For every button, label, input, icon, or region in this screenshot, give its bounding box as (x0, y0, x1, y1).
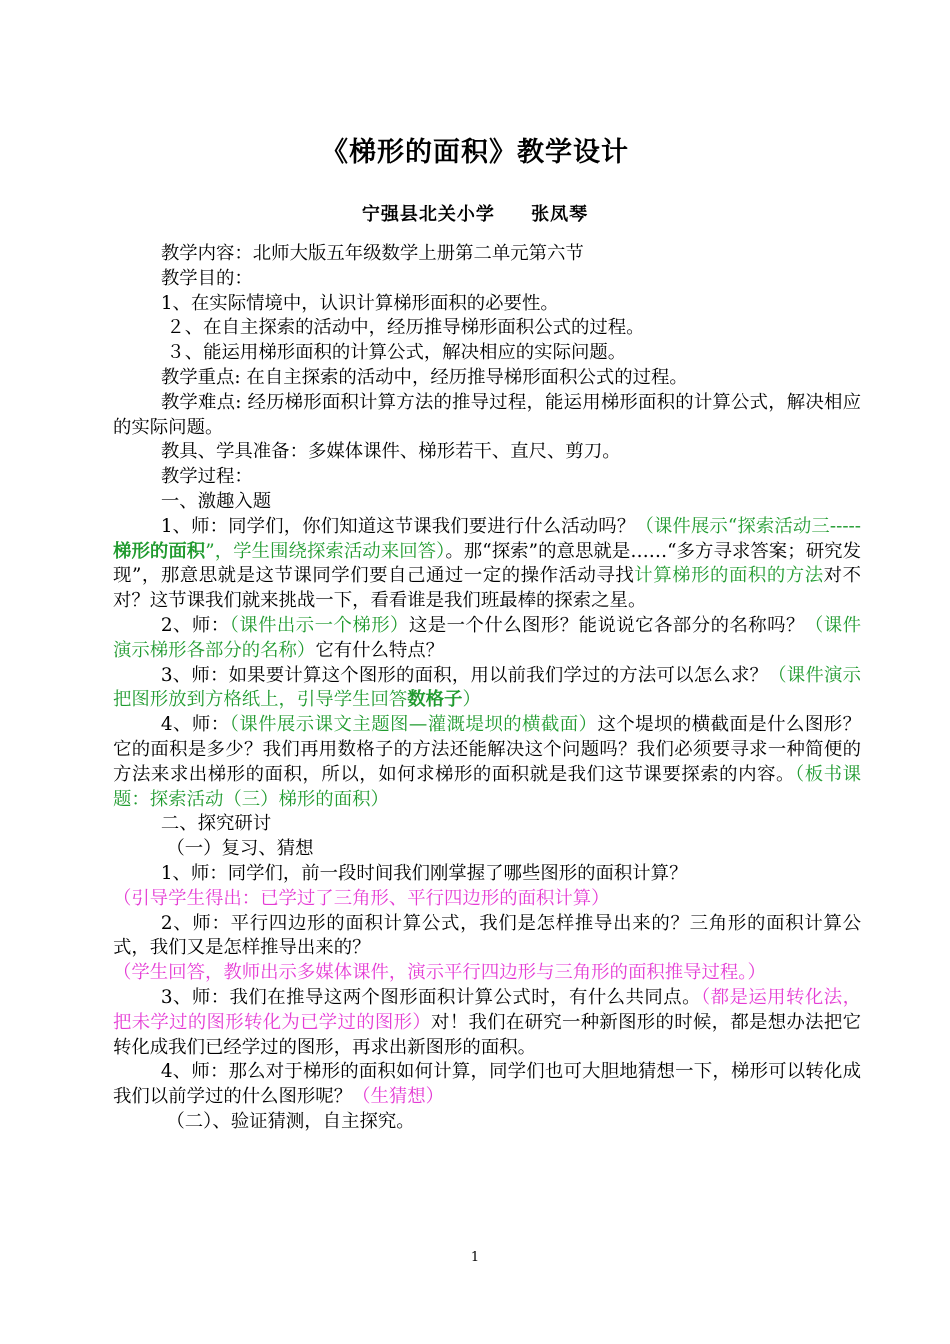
review-step-2 (113, 912, 861, 986)
review-step-1 (113, 862, 861, 912)
goals-heading: 教学目的： (160, 267, 253, 289)
courseware-note: ”，学生围绕探索活动来回答） (205, 540, 446, 562)
paragraph-text: 这是一个什么图形？能说说它各部分的名称吗？ (408, 614, 805, 636)
courseware-note: （课件演示梯形各部分的名称） (113, 614, 861, 661)
paragraph-text: 4、师： (160, 714, 230, 736)
student-answer-note: （都是运用转化法，把未学过的图形转化为已学过的图形） (113, 986, 861, 1033)
courseware-note: ） (462, 689, 481, 711)
paragraph-step-3 (113, 664, 861, 714)
paragraph-text: 1、师：同学们，前一段时间我们刚掌握了哪些图形的面积计算？ (160, 862, 688, 884)
subsection-heading: （二）、验证猜测，自主探究。 (166, 1110, 415, 1132)
courseware-note: （课件展示“探索活动三----- (635, 515, 861, 537)
process-heading: 教学过程： (160, 466, 253, 488)
subsection-heading: （一）复习、猜想 (166, 838, 314, 860)
goal-item: 1、在实际情境中，认识计算梯形面积的必要性。 (160, 292, 559, 314)
author-line: 宁强县北关小学 张凤琴 (361, 204, 589, 225)
paragraph-text: 4、师：那么对于梯形的面积如何计算，同学们也可大胆地猜想一下，梯形可以转化成我们以前学过的什么图形呢？ (113, 1061, 861, 1108)
teaching-content: 教学内容：北师大版五年级数学上册第二单元第六节 (160, 243, 584, 264)
document-title: 《梯形的面积》教学设计 (321, 137, 629, 168)
answer-highlight: 数格子 (407, 689, 463, 711)
goal-item: ２、在自主探索的活动中，经历推导梯形面积公式的过程。 (166, 317, 645, 339)
paragraph-text: 1、师：同学们，你们知道这节课我们要进行什么活动吗？ (160, 515, 636, 537)
student-answer-note: （引导学生得出：已学过了三角形、平行四边形的面积计算） (113, 887, 610, 909)
paragraph-text: 2、师：平行四边形的面积计算公式，我们是怎样推导出来的？三角形的面积计算公式，我们又是怎样推导出来的？ (113, 912, 861, 959)
student-answer-note: （学生回答，教师出示多媒体课件，演示平行四边形与三角形的面积推导过程。） (113, 962, 766, 984)
paragraph-text: 。那“探索”的意思就是……“多方寻求答案；研究发现”，那意思就是这节课同学们要自己通过一定的操作活动寻找 (113, 540, 861, 587)
student-answer-note: （生猜想） (352, 1086, 445, 1108)
paragraph-text: 3、师：我们在推导这两个图形面积计算公式时，有什么共同点。 (160, 986, 701, 1008)
paragraph-text: 对不对？这节课我们就来挑战一下，看看谁是我们班最棒的探索之星。 (113, 565, 861, 612)
paragraph-step-4 (113, 713, 861, 812)
tools-preparation: 教具、学具准备：多媒体课件、梯形若干、直尺、剪刀。 (160, 441, 621, 463)
courseware-note: （课件展示课文主题图—灌溉堤坝的横截面） (229, 714, 598, 736)
paragraph-step-2 (113, 614, 861, 664)
key-point: 教学重点: 在自主探索的活动中，经历推导梯形面积公式的过程。 (160, 366, 688, 388)
page-number: 1 (470, 1250, 480, 1265)
document-body (113, 242, 861, 1135)
paragraph-text: 它有什么特点？ (315, 639, 445, 661)
paragraph-step-1 (113, 515, 861, 614)
section-heading: 一、激趣入题 (160, 490, 272, 512)
goal-item: ３、能运用梯形面积的计算公式，解决相应的实际问题。 (166, 342, 627, 364)
difficulty: 教学难点: 经历梯形面积计算方法的推导过程，能运用梯形面积的计算公式，解决相应的实际问题。 (113, 391, 861, 438)
courseware-note: （课件演示把图形放到方格纸上，引导学生回答 (113, 664, 861, 711)
board-note: （板书课题：探索活动（三）梯形的面积） (113, 763, 861, 810)
section-heading: 二、探究研讨 (160, 813, 272, 835)
paragraph-text: 这个堤坝的横截面是什么图形？它的面积是多少？我们再用数格子的方法还能解决这个问题吗？我们必须要寻求一种简便的方法来求出梯形的面积，所以，如何求梯形的面积就是我们这节课要探索的内容。 (113, 714, 861, 785)
paragraph-text: 3、师：如果要计算这个图形的面积，用以前我们学过的方法可以怎么求？ (160, 664, 769, 686)
review-step-3 (113, 986, 861, 1060)
review-step-4 (113, 1060, 861, 1110)
paragraph-text: 对！我们在研究一种新图形的时候，都是想办法把它转化成我们已经学过的图形，再求出新图形的面积。 (113, 1011, 861, 1058)
paragraph-text: 2、师： (160, 614, 230, 636)
courseware-note: （课件出示一个梯形） (229, 614, 409, 636)
courseware-note: 计算梯形的面积的方法 (634, 565, 824, 587)
lesson-topic-highlight: 梯形的面积 (113, 540, 206, 562)
